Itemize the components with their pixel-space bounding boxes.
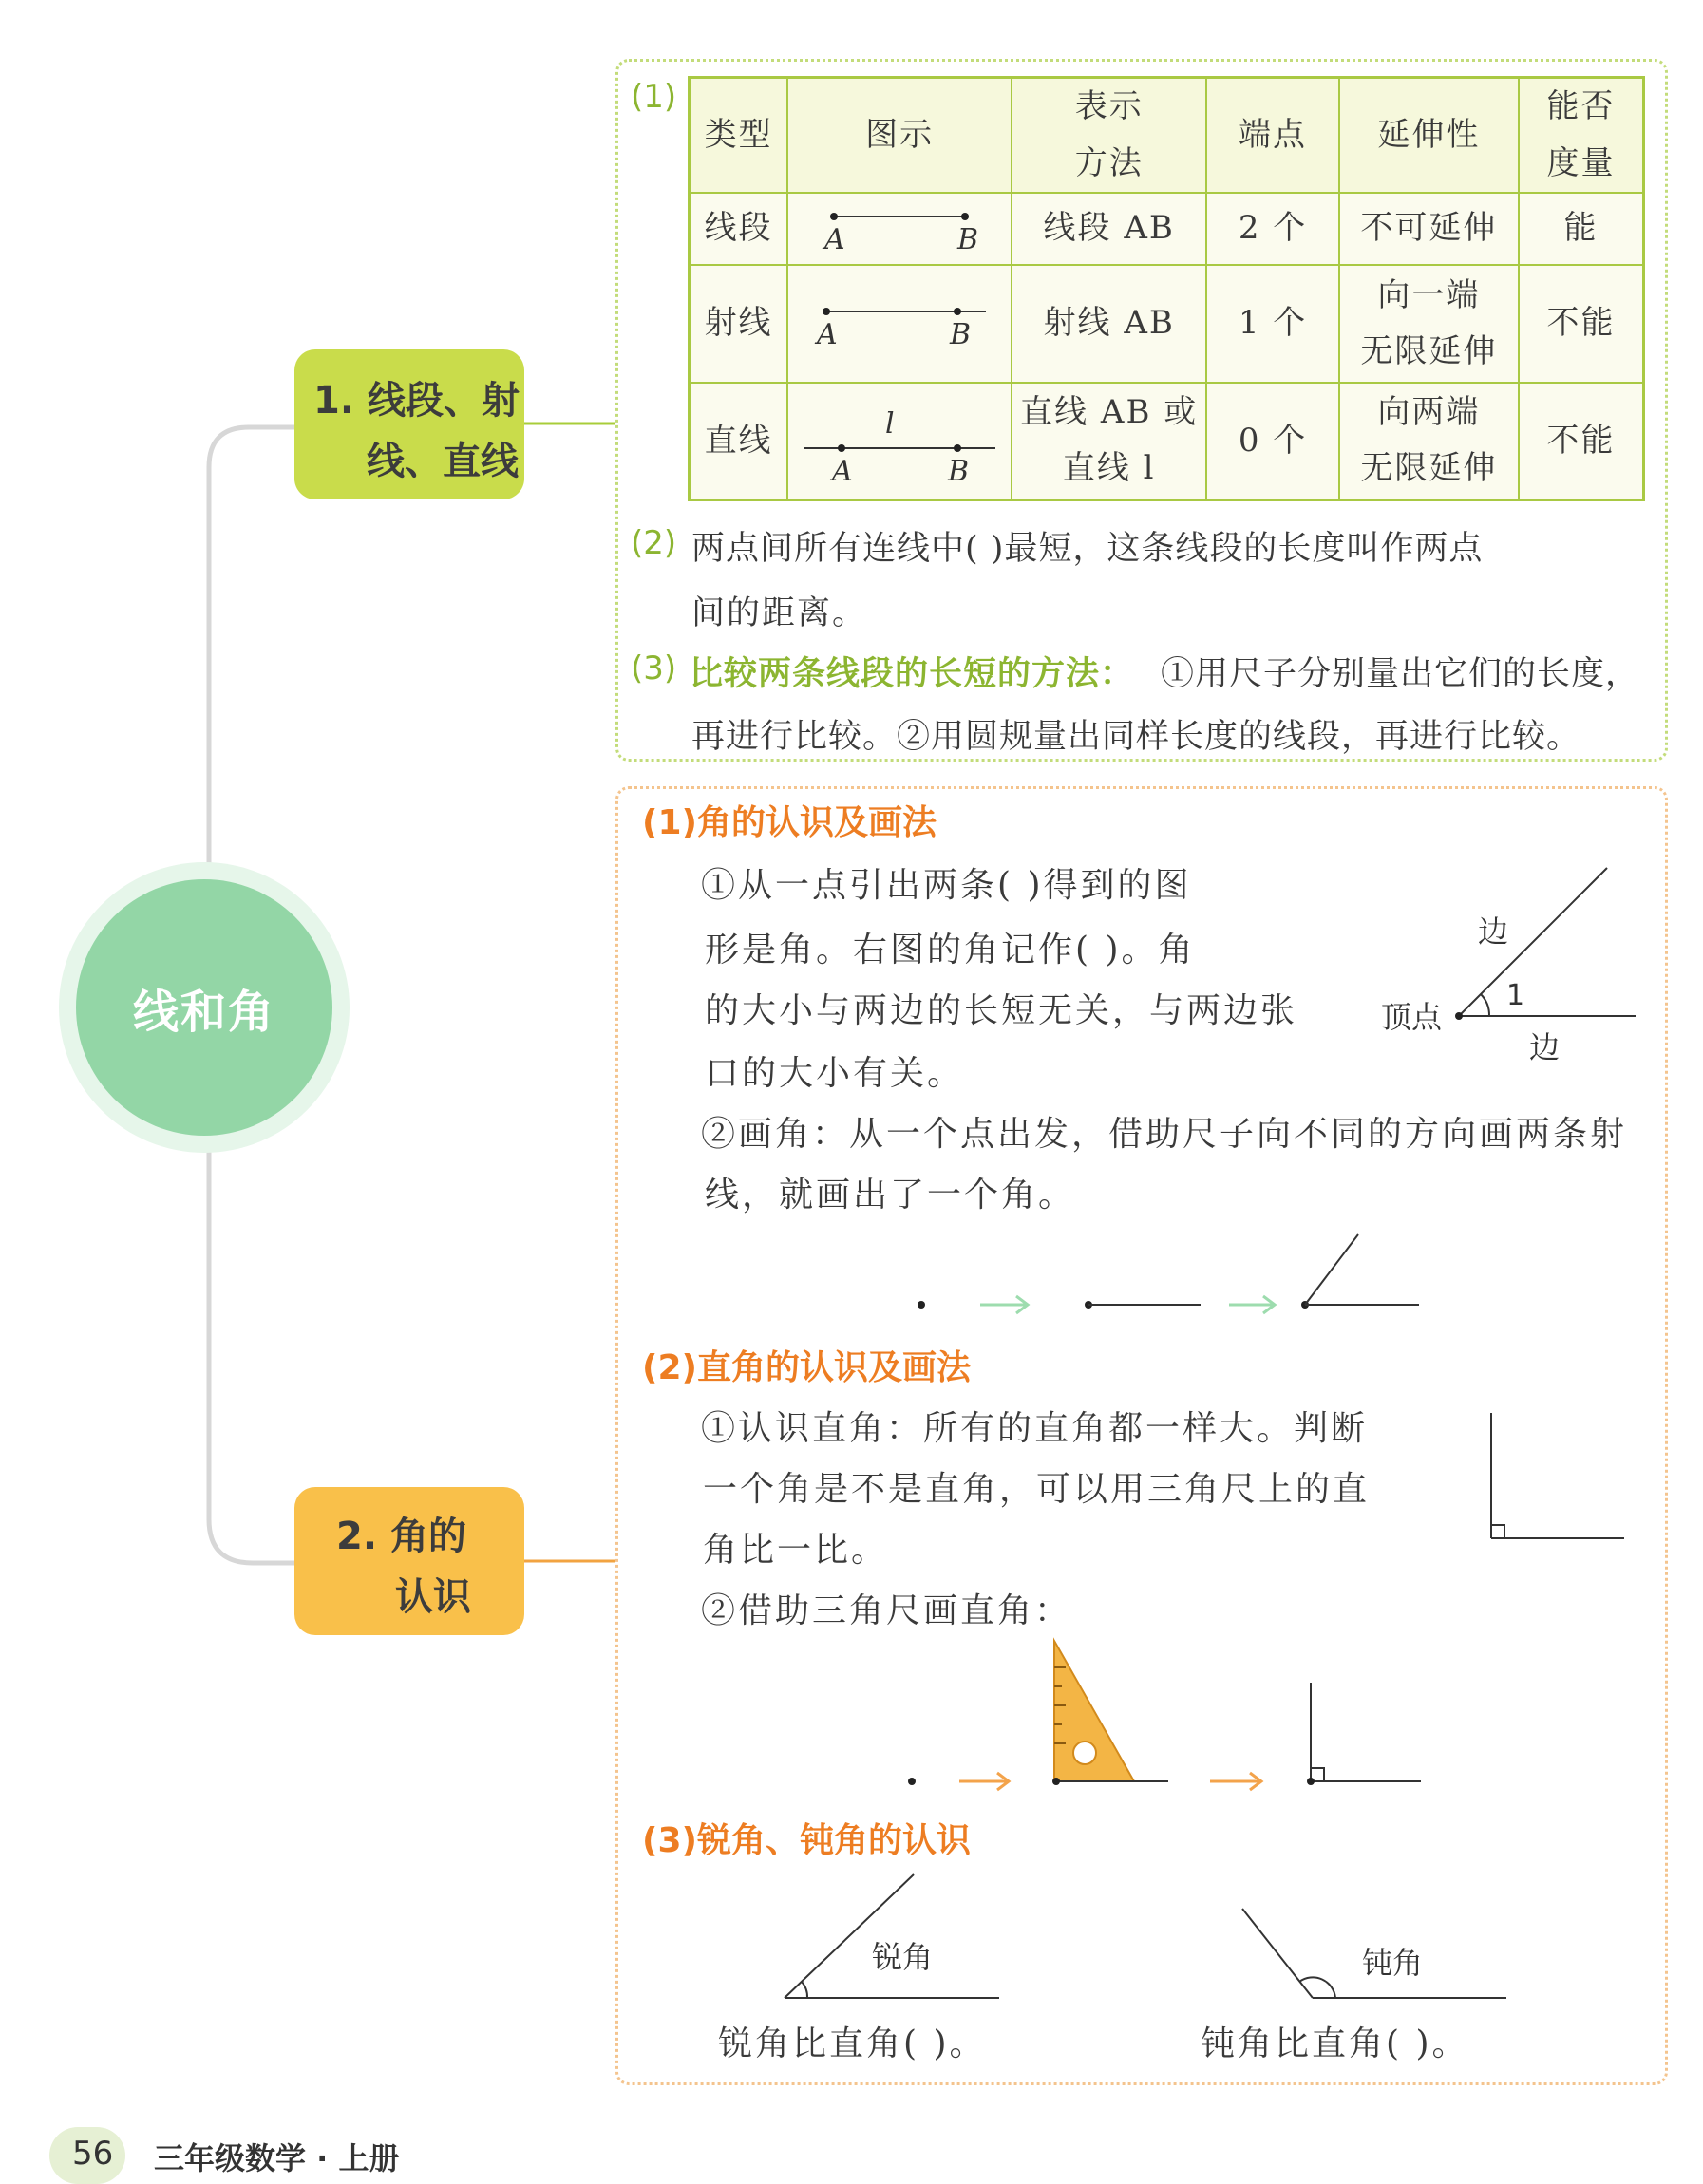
s2-h2-line3: 角比一比。 — [703, 1531, 889, 1570]
green-arrow-2 — [1229, 1296, 1275, 1313]
p2-marker: (2) — [631, 524, 677, 562]
ray-label-b: B — [950, 318, 974, 351]
angle-diagram — [1368, 855, 1653, 1083]
draw-angle-steps — [893, 1225, 1444, 1320]
p3-heading: 比较两条线段的长短的方法： — [690, 655, 1135, 693]
row-line-extension-1: 向两端 — [1377, 392, 1481, 431]
row-line-extension — [1339, 383, 1519, 499]
right-angle-diagram — [1482, 1409, 1634, 1542]
row-segment-notation: 线段 AB — [1012, 193, 1206, 265]
p3-marker: (3) — [631, 650, 677, 687]
header-type: 类型 — [690, 78, 788, 194]
obtuse-angle-diagram — [1235, 1861, 1510, 2013]
central-topic-circle — [59, 862, 350, 1153]
header-notation — [1012, 78, 1206, 194]
row-segment-type: 线段 — [690, 193, 788, 265]
s2-heading-2: (2)直角的认识及画法 — [642, 1348, 971, 1387]
angle-side-top-label: 边 — [1478, 913, 1509, 950]
branch-angles-label-2: 认识 — [395, 1575, 471, 1619]
p2-line1: 两点间所有连线中( )最短，这条线段的长度叫作两点 — [691, 530, 1484, 568]
row-line-endpoints: 0 个 — [1206, 383, 1338, 499]
obtuse-angle-label: 钝角 — [1362, 1945, 1424, 1981]
orange-arrow-2 — [1210, 1773, 1261, 1790]
row-ray-extension — [1339, 265, 1519, 383]
row-line-type: 直线 — [690, 383, 788, 499]
row-ray-extension-2: 无限延伸 — [1360, 332, 1498, 370]
p3-line1: ①用尺子分别量出它们的长度， — [1161, 655, 1640, 693]
segment-diagram — [790, 196, 1009, 262]
s2-h1-line2: 形是角。右图的角记作( )。角 — [705, 931, 1196, 970]
row-line-notation-1: 直线 AB 或 — [1020, 392, 1199, 431]
s2-heading-1: (1)角的认识及画法 — [642, 803, 937, 842]
header-measurable-2: 度量 — [1546, 143, 1616, 182]
central-topic-label: 线和角 — [132, 985, 275, 1039]
s2-h2-line2: 一个角是不是直角，可以用三角尺上的直 — [703, 1470, 1371, 1509]
row-ray-type: 射线 — [690, 265, 788, 383]
triangle-ruler-steps — [893, 1629, 1444, 1800]
s2-h1-line6: 线，就画出了一个角。 — [705, 1176, 1076, 1214]
row-line-notation-2: 直线 l — [1062, 449, 1156, 488]
s2-h1-line1: ①从一点引出两条( )得到的图 — [701, 866, 1192, 905]
s2-h1-line4: 口的大小有关。 — [705, 1054, 965, 1093]
page-number: 56 — [72, 2135, 114, 2173]
row-line-measurable: 不能 — [1519, 383, 1644, 499]
p3-line2: 再进行比较。②用圆规量出同样长度的线段，再进行比较。 — [691, 718, 1581, 756]
s2-h2-line1: ①认识直角：所有的直角都一样大。判断 — [701, 1409, 1369, 1448]
row-ray-measurable: 不能 — [1519, 265, 1644, 383]
row-ray-diagram — [787, 265, 1012, 383]
ray-diagram — [790, 291, 1009, 357]
segment-label-a: A — [824, 223, 847, 256]
line-types-table — [688, 76, 1645, 501]
line-label-b: B — [948, 455, 972, 489]
central-topic-inner — [76, 879, 332, 1136]
p2-line2: 间的距离。 — [691, 594, 868, 632]
table-marker: (1) — [631, 78, 677, 116]
row-ray-notation: 射线 AB — [1012, 265, 1206, 383]
orange-arrow-1 — [959, 1773, 1009, 1790]
angle-number-label: 1 — [1506, 979, 1525, 1012]
row-ray-extension-1: 向一端 — [1377, 275, 1481, 314]
row-line-notation — [1012, 383, 1206, 499]
header-notation-2: 方法 — [1074, 143, 1144, 182]
branch-angles-label-1: 2. 角的 — [336, 1515, 466, 1558]
row-segment-measurable: 能 — [1519, 193, 1644, 265]
branch-lines-rays — [294, 349, 524, 499]
row-ray-endpoints: 1 个 — [1206, 265, 1338, 383]
branch-lines-rays-label-2: 线、直线 — [367, 440, 519, 483]
branch-angles — [294, 1487, 524, 1635]
angle-vertex-label: 顶点 — [1381, 999, 1443, 1035]
s2-h1-line5: ②画角：从一个点出发，借助尺子向不同的方向画两条射 — [701, 1115, 1628, 1154]
header-extension: 延伸性 — [1339, 78, 1519, 194]
line-label-l: l — [885, 407, 897, 442]
line-label-a: A — [832, 455, 855, 489]
triangle-ruler-icon — [1054, 1641, 1134, 1781]
row-segment-endpoints: 2 个 — [1206, 193, 1338, 265]
row-segment-diagram — [787, 193, 1012, 265]
row-line-extension-2: 无限延伸 — [1360, 449, 1498, 488]
angle-side-bottom-label: 边 — [1529, 1029, 1561, 1065]
acute-sentence: 锐角比直角( )。 — [718, 2024, 987, 2063]
header-measurable — [1519, 78, 1644, 194]
green-arrow-1 — [980, 1296, 1028, 1313]
line-diagram — [790, 393, 1009, 488]
book-title: 三年级数学 · 上册 — [154, 2140, 400, 2176]
obtuse-sentence: 钝角比直角( )。 — [1201, 2024, 1469, 2063]
header-measurable-1: 能否 — [1546, 87, 1616, 125]
segment-label-b: B — [957, 223, 981, 256]
s2-h1-line3: 的大小与两边的长短无关，与两边张 — [705, 991, 1298, 1030]
ray-label-a: A — [817, 318, 840, 351]
branch-lines-rays-label-1: 1. 线段、射 — [313, 379, 520, 423]
acute-angle-diagram — [779, 1869, 1007, 2011]
s2-h2-line4: ②借助三角尺画直角： — [701, 1591, 1072, 1630]
header-notation-1: 表示 — [1074, 87, 1144, 125]
header-diagram: 图示 — [787, 78, 1012, 194]
acute-angle-label: 锐角 — [872, 1939, 934, 1975]
row-segment-extension: 不可延伸 — [1339, 193, 1519, 265]
header-endpoints: 端点 — [1206, 78, 1338, 194]
s2-heading-3: (3)锐角、钝角的认识 — [642, 1821, 971, 1860]
row-line-diagram — [787, 383, 1012, 499]
